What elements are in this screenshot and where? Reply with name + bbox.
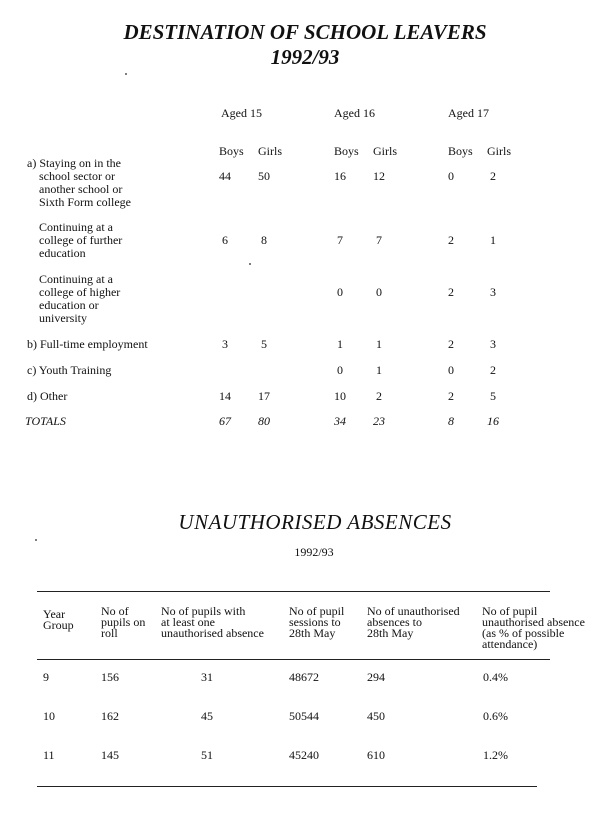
- header-line: (as % of possible: [482, 626, 565, 640]
- cell-sessions: 45240: [289, 748, 319, 762]
- row-label: [39, 221, 122, 260]
- row-label: d) Other: [27, 389, 68, 403]
- cell-percent: 1.2%: [483, 748, 508, 762]
- header-pupils-on-roll: [101, 606, 145, 639]
- totals-label: TOTALS: [25, 414, 66, 428]
- cell-sessions: 50544: [289, 709, 319, 723]
- header-line: No of pupil: [482, 604, 538, 618]
- value-boys-15: 14: [219, 389, 231, 403]
- total-girls-15: 80: [258, 414, 270, 428]
- value-girls-17: 3: [490, 285, 496, 299]
- value-boys-17: 2: [448, 337, 454, 351]
- header-year-group: [43, 609, 74, 631]
- boys-header: Boys: [334, 144, 359, 158]
- value-boys-16: 0: [337, 363, 343, 377]
- header-line: roll: [101, 626, 118, 640]
- value-boys-17: 2: [448, 389, 454, 403]
- absences-year: 1992/93: [294, 545, 334, 559]
- row-label-line: college of further: [39, 233, 123, 247]
- cell-absences: 610: [367, 748, 385, 762]
- row-label: [39, 273, 120, 325]
- age-header-15: Aged 15: [221, 106, 262, 120]
- row-label-line: education or: [39, 298, 99, 312]
- total-boys-16: 34: [334, 414, 346, 428]
- row-label-line: another school or: [39, 182, 123, 196]
- row-label-line: a) Staying on in the: [27, 156, 121, 170]
- value-girls-15: 50: [258, 169, 270, 183]
- scan-speck: [35, 539, 37, 541]
- destination-year: 1992/93: [270, 45, 340, 69]
- boys-header: Boys: [448, 144, 473, 158]
- value-boys-16: 7: [337, 233, 343, 247]
- cell-pupils-absent: 51: [201, 748, 213, 762]
- value-girls-16: 2: [376, 389, 382, 403]
- header-percent-absence: [482, 606, 585, 650]
- total-boys-17: 8: [448, 414, 454, 428]
- boys-header: Boys: [219, 144, 244, 158]
- header-line: No of pupil: [289, 604, 345, 618]
- cell-year: 10: [43, 709, 55, 723]
- total-girls-17: 16: [487, 414, 499, 428]
- row-label-line: college of higher: [39, 285, 121, 299]
- value-girls-15: 8: [261, 233, 267, 247]
- value-boys-17: 2: [448, 285, 454, 299]
- cell-percent: 0.6%: [483, 709, 508, 723]
- value-girls-16: 12: [373, 169, 385, 183]
- total-boys-15: 67: [219, 414, 231, 428]
- cell-roll: 162: [101, 709, 119, 723]
- value-boys-16: 10: [334, 389, 346, 403]
- cell-sessions: 48672: [289, 670, 319, 684]
- row-label-line: education: [39, 246, 86, 260]
- row-label-line: university: [39, 311, 87, 325]
- cell-percent: 0.4%: [483, 670, 508, 684]
- header-line: pupils on: [101, 615, 146, 629]
- header-pupils-with-absence: [161, 606, 264, 639]
- cell-pupils-absent: 31: [201, 670, 213, 684]
- girls-header: Girls: [487, 144, 511, 158]
- row-label-line: Continuing at a: [39, 220, 113, 234]
- row-label: b) Full-time employment: [27, 337, 148, 351]
- value-girls-16: 7: [376, 233, 382, 247]
- age-header-17: Aged 17: [448, 106, 489, 120]
- value-girls-17: 1: [490, 233, 496, 247]
- cell-pupils-absent: 45: [201, 709, 213, 723]
- row-label-line: Continuing at a: [39, 272, 113, 286]
- row-label-line: Sixth Form college: [39, 195, 131, 209]
- table-top-rule: [37, 591, 550, 592]
- value-girls-17: 5: [490, 389, 496, 403]
- header-line: attendance): [482, 637, 538, 651]
- cell-roll: 156: [101, 670, 119, 684]
- header-pupil-sessions: [289, 606, 344, 639]
- header-line: at least one: [161, 615, 215, 629]
- cell-year: 9: [43, 670, 49, 684]
- value-boys-16: 0: [337, 285, 343, 299]
- header-line: 28th May: [289, 626, 336, 640]
- value-boys-17: 2: [448, 233, 454, 247]
- header-line: No of pupils with: [161, 604, 246, 618]
- cell-absences: 450: [367, 709, 385, 723]
- header-line: unauthorised absence: [161, 626, 264, 640]
- scan-speck: [249, 263, 251, 265]
- table-bottom-rule: [37, 786, 537, 787]
- total-girls-16: 23: [373, 414, 385, 428]
- row-label-line: school sector or: [39, 169, 115, 183]
- row-label: [39, 170, 131, 209]
- header-line: Group: [43, 618, 74, 632]
- header-line: No of: [101, 604, 129, 618]
- value-boys-15: 44: [219, 169, 231, 183]
- header-line: unauthorised absence: [482, 615, 585, 629]
- destination-title: DESTINATION OF SCHOOL LEAVERS: [123, 20, 487, 44]
- value-boys-17: 0: [448, 169, 454, 183]
- row-label: c) Youth Training: [27, 363, 112, 377]
- value-girls-16: 0: [376, 285, 382, 299]
- header-line: No of unauthorised: [367, 604, 460, 618]
- age-header-16: Aged 16: [334, 106, 375, 120]
- value-boys-16: 16: [334, 169, 346, 183]
- girls-header: Girls: [373, 144, 397, 158]
- value-girls-15: 5: [261, 337, 267, 351]
- value-boys-15: 3: [222, 337, 228, 351]
- header-line: sessions to: [289, 615, 341, 629]
- scan-speck: [125, 73, 127, 75]
- header-line: absences to: [367, 615, 422, 629]
- value-girls-17: 2: [490, 169, 496, 183]
- value-girls-16: 1: [376, 363, 382, 377]
- cell-year: 11: [43, 748, 55, 762]
- value-boys-15: 6: [222, 233, 228, 247]
- value-girls-16: 1: [376, 337, 382, 351]
- value-boys-16: 1: [337, 337, 343, 351]
- cell-absences: 294: [367, 670, 385, 684]
- value-girls-17: 2: [490, 363, 496, 377]
- value-girls-17: 3: [490, 337, 496, 351]
- cell-roll: 145: [101, 748, 119, 762]
- absences-title: UNAUTHORISED ABSENCES: [178, 510, 452, 534]
- header-line: Year: [43, 607, 66, 621]
- header-line: 28th May: [367, 626, 414, 640]
- value-boys-17: 0: [448, 363, 454, 377]
- header-bottom-rule: [37, 659, 550, 660]
- value-girls-15: 17: [258, 389, 270, 403]
- header-unauthorised-absences: [367, 606, 460, 639]
- girls-header: Girls: [258, 144, 282, 158]
